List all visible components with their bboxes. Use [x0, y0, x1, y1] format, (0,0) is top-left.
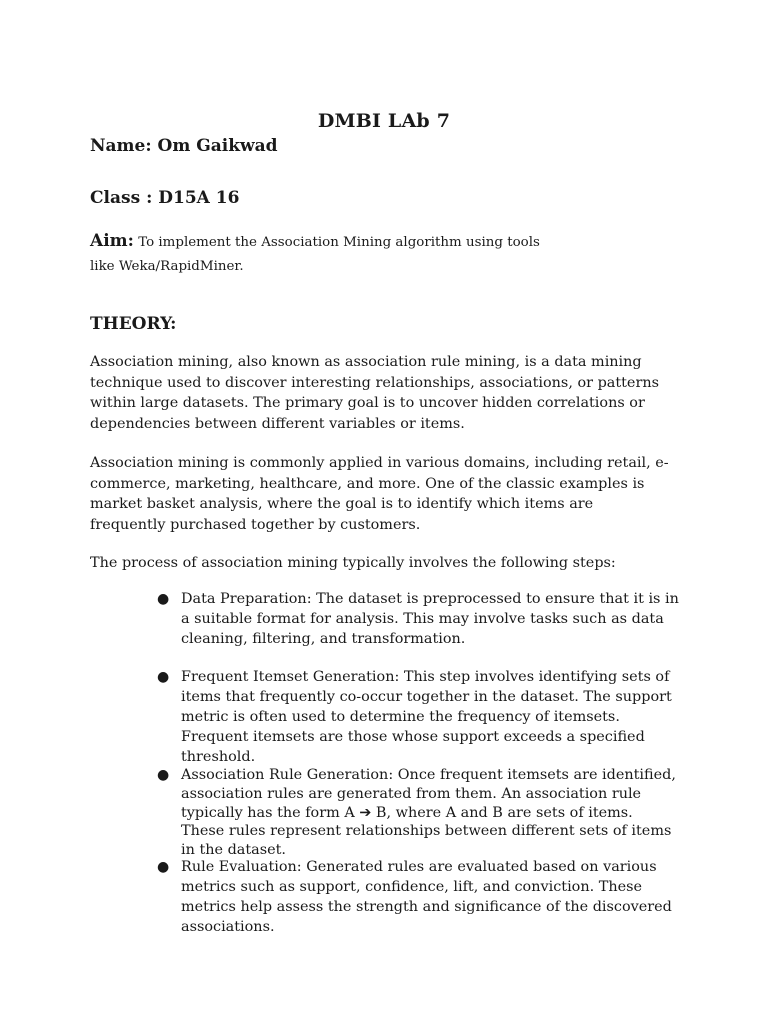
- aim-label: Aim:: [90, 231, 134, 251]
- step-text: Frequent Itemset Generation: This step involves identifying sets of items that frequently co-occur together in the dataset. The support metric is often used to determine the frequency of itemsets. Frequent itemsets are those whose support exceeds a specified threshold.: [181, 669, 672, 765]
- bullet-icon: ●: [157, 859, 170, 875]
- theory-paragraph: The process of association mining typically involves the following steps:: [90, 555, 616, 571]
- step-text: Rule Evaluation: Generated rules are evaluated based on various metrics such as support, confidence, lift, and conviction. These metrics help assess the strength and significance of the discovered associations.: [181, 859, 672, 935]
- step-text: Association Rule Generation: Once frequent itemsets are identified, association rules are generated from them. An association rule typically has the form A ➔ B, where A and B are sets of items. These rules represent relationships between different sets of items in the dataset.: [181, 767, 676, 859]
- list-item: [157, 589, 679, 649]
- student-class: Class : D15A 16: [90, 188, 240, 208]
- theory-paragraph: Association mining, also known as association rule mining, is a data mining technique used to discover interesting relationships, associations, or patterns within large datasets. The primary goal is to uncover hidden correlations or dependencies between different variables or items.: [90, 354, 659, 432]
- document-title: DMBI LAb 7: [317, 110, 451, 132]
- step-text: Data Preparation: The dataset is preprocessed to ensure that it is in a suitable format for analysis. This may involve tasks such as data cleaning, filtering, and transformation.: [181, 591, 679, 647]
- list-item: [157, 766, 679, 860]
- aim-text: To implement the Association Mining algorithm using tools like Weka/RapidMiner.: [90, 235, 540, 274]
- aim-section: [90, 229, 560, 279]
- list-item: [157, 857, 679, 937]
- bullet-icon: ●: [157, 669, 170, 685]
- bullet-icon: ●: [157, 591, 170, 607]
- bullet-icon: ●: [157, 767, 170, 783]
- theory-heading: THEORY:: [90, 314, 177, 334]
- theory-paragraph: Association mining is commonly applied in various domains, including retail, e-commerce, marketing, healthcare, and more. One of the classic examples is market basket analysis, where the goal is to identify which items are frequently purchased together by customers.: [90, 455, 669, 533]
- student-name: Name: Om Gaikwad: [90, 136, 278, 156]
- list-item: [157, 667, 679, 767]
